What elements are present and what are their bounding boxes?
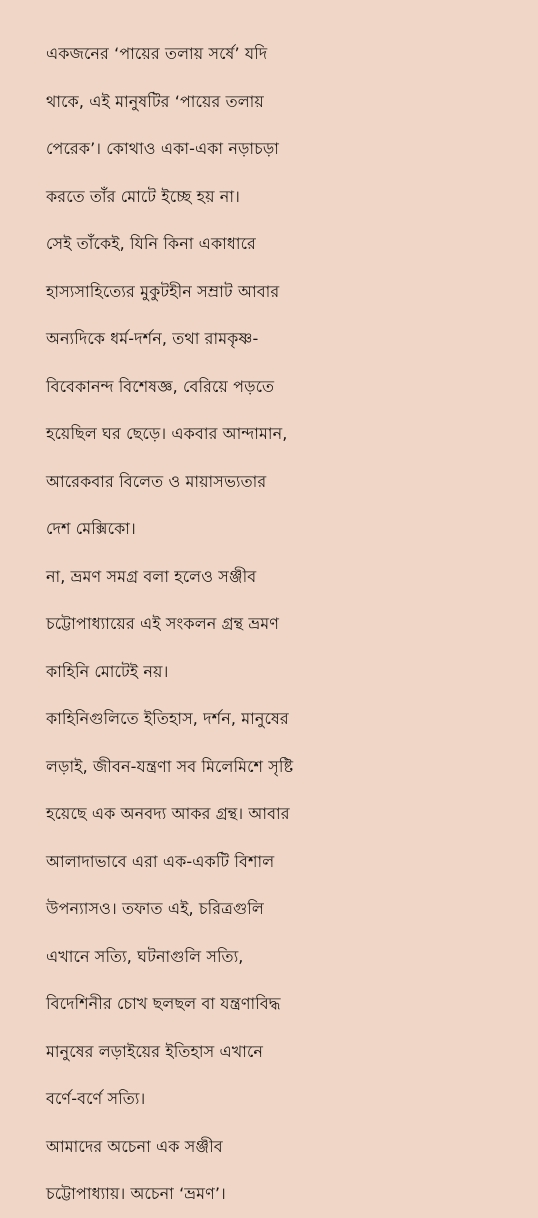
text-line: লড়াই, জীবন-যন্ত্রণা সব মিলেমিশে সৃষ্টি [46,756,294,776]
text-line: চট্টোপাধ্যায়ের এই সংকলন গ্রন্থ ভ্রমণ [46,614,280,633]
text-line: হাস্যসাহিত্যের মুকুটহীন সম্রাট আবার [46,281,280,301]
text-line: এখানে সত্যি, ঘটনাগুলি সত্যি, [46,946,244,966]
text-line: কাহিনিগুলিতে ইতিহাস, দর্শন, মানুষের [46,709,289,728]
text-line: বিবেকানন্দ বিশেষজ্ঞ, বেরিয়ে পড়তে [46,376,275,396]
text-line: আলাদাভাবে এরা এক-একটি বিশাল [46,851,275,871]
text-line: আমাদের অচেনা এক সঞ্জীব [46,1136,223,1156]
text-line: পেরেক’। কোথাও একা-একা নড়াচড়া [46,139,280,158]
text-line: হয়েছে এক অনবদ্য আকর গ্রন্থ। আবার [46,804,290,823]
text-line: উপন্যাসও। তফাত এই, চরিত্রগুলি [46,899,264,918]
text-line: আরেকবার বিলেত ও মায়াসভ্যতার [46,471,267,491]
text-line: করতে তাঁর মোটে ইচ্ছে হয় না। [46,186,240,206]
text-line: না, ভ্রমণ সমগ্র বলা হলেও সঞ্জীব [46,566,257,586]
text-line: সেই তাঁকেই, যিনি কিনা একাধারে [46,234,256,253]
text-line: কাহিনি মোটেই নয়। [46,661,169,681]
text-line: হয়েছিল ঘর ছেড়ে। একবার আন্দামান, [46,424,288,443]
text-line: অন্যদিকে ধর্ম-দর্শন, তথা রামকৃষ্ণ- [46,329,259,348]
text-line: বিদেশিনীর চোখ ছলছল বা যন্ত্রণাবিদ্ধ [46,994,281,1013]
text-line: থাকে, এই মানুষটির ‘পায়ের তলায় [46,91,264,111]
text-line: দেশ মেক্সিকো। [46,519,136,538]
text-line: বর্ণে-বর্ণে সত্যি। [46,1089,146,1108]
text-line: চট্টোপাধ্যায়। অচেনা ‘ভ্রমণ’। [46,1184,226,1203]
text-line: একজনের ‘পায়ের তলায় সর্ষে’ যদি [46,44,268,63]
text-line: মানুষের লড়াইয়ের ইতিহাস এখানে [46,1041,264,1061]
